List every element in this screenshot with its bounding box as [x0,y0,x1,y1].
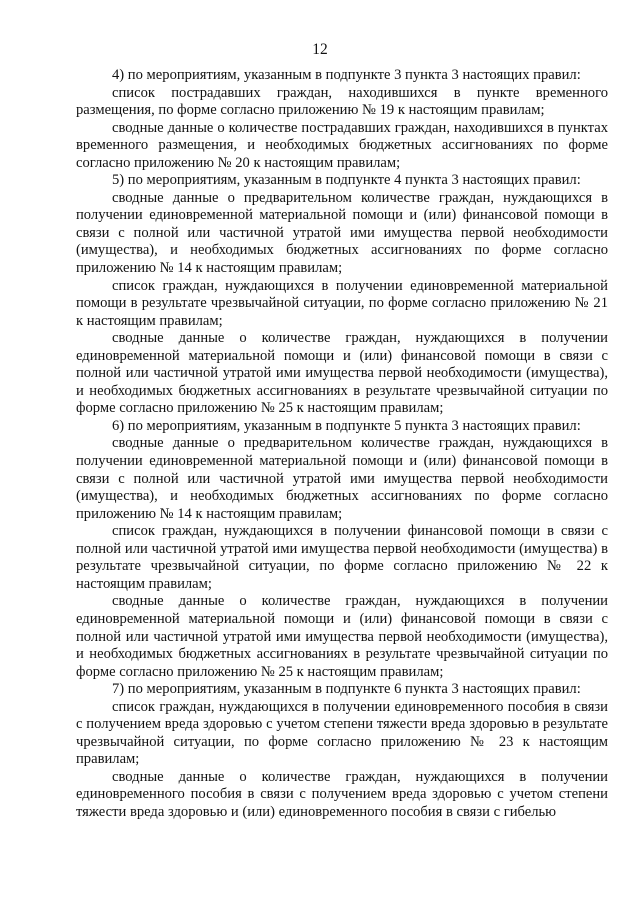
paragraph-section-6-heading: 6) по мероприятиям, указанным в подпункте 5 пункта 3 настоящих правил: [112,417,581,434]
paragraph: список граждан, нуждающихся в получении единовременного пособия в связи с получением вреда здоровью с учетом степени тяжести вреда здоровью в результате чрезвычайной ситуации, по форме согласно приложению № 23 к настоящим правилам; [76,698,608,768]
paragraph: сводные данные о предварительном количестве граждан, нуждающихся в получении единовременной материальной помощи и (или) финансовой помощи в связи с полной или частичной утратой ими имущества первой необходимости (имущества), и необходимых бюджетных ассигнованиях по форме согласно приложению № 14 к настоящим правилам; [76,189,608,277]
page-number: 12 [312,41,328,58]
paragraph: сводные данные о количестве граждан, нуждающихся в получении единовременной материальной помощи и (или) финансовой помощи в связи с полной или частичной утратой ими имущества первой необходимости (имущества), и необходимых бюджетных ассигнованиях в результате чрезвычайной ситуации по форме согласно приложению № 25 к настоящим правилам; [76,330,608,417]
paragraph: список пострадавших граждан, находившихся в пункте временного размещения, по форме согласно приложению № 19 к настоящим правилам; [76,84,608,119]
paragraph-section-4-heading: 4) по мероприятиям, указанным в подпункте 3 пункта 3 настоящих правил: [112,67,581,83]
paragraph-section-5-heading: 5) по мероприятиям, указанным в подпункте 4 пункта 3 настоящих правил: [112,172,581,189]
paragraph-section-7-heading: 7) по мероприятиям, указанным в подпункте 6 пункта 3 настоящих правил: [112,681,581,698]
paragraph: список граждан, нуждающихся в получении единовременной материальной помощи в результате чрезвычайной ситуации, по форме согласно приложению № 21 к настоящим правилам; [76,277,608,329]
paragraph: сводные данные о предварительном количестве граждан, нуждающихся в получении единовременной материальной помощи и (или) финансовой помощи в связи с полной или частичной утратой ими имущества первой необходимости (имущества), и необходимых бюджетных ассигнованиях по форме согласно приложению № 14 к настоящим правилам; [76,435,608,522]
paragraph: список граждан, нуждающихся в получении финансовой помощи в связи с полной или частичной утратой ими имущества первой необходимости (имущества) в результате чрезвычайной ситуации, по форме согласно приложению № 22 к настоящим правилам; [76,523,608,592]
paragraph: сводные данные о количестве пострадавших граждан, находившихся в пунктах временного размещения, и необходимых бюджетных ассигнованиях по форме согласно приложению № 20 к настоящим правилам; [76,119,608,171]
paragraph: сводные данные о количестве граждан, нуждающихся в получении единовременной материальной помощи и (или) финансовой помощи в связи с полной или частичной утратой ими имущества первой необходимости (имущества), и необходимых бюджетных ассигнованиях в результате чрезвычайной ситуации по форме согласно приложению № 25 к настоящим правилам; [76,593,608,680]
document-body [76,67,608,822]
paragraph: сводные данные о количестве граждан, нуждающихся в получении единовременного пособия в связи с получением вреда здоровью с учетом степени тяжести вреда здоровью и (или) единовременного пособия в связи с гибелью [76,768,608,820]
